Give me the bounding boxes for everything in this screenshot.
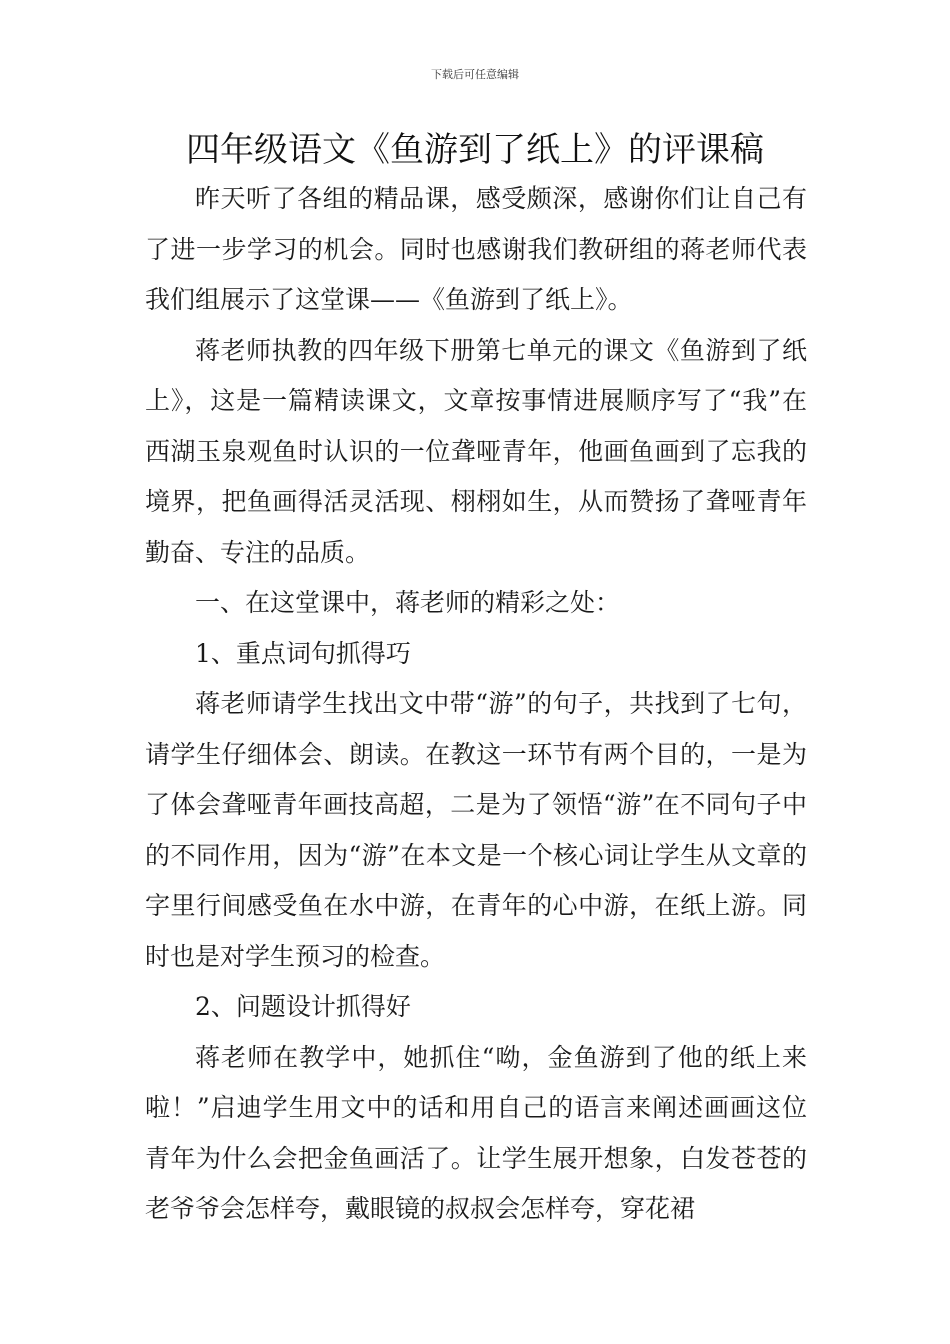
document-body — [145, 174, 807, 1235]
subsection-heading: 2、问题设计抓得好 — [195, 992, 411, 1021]
document-title: 四年级语文《鱼游到了纸上》的评课稿 — [186, 130, 764, 170]
header-note: 下载后可任意编辑 — [431, 68, 519, 81]
paragraph: 蒋老师在教学中，她抓住“呦，金鱼游到了他的纸上来啦！”启迪学生用文中的话和用自己的语言来阐述画画这位青年为什么会把金鱼画活了。让学生展开想象，白发苍苍的老爷爷会怎样夸，戴眼镜的叔叔会怎样夸，穿花裙 — [145, 1042, 807, 1223]
subsection-heading: 1、重点词句抓得巧 — [195, 638, 411, 668]
paragraph: 昨天听了各组的精品课，感受颇深，感谢你们让自己有了进一步学习的机会。同时也感谢我们教研组的蒋老师代表我们组展示了这堂课——《鱼游到了纸上》。 — [145, 184, 807, 314]
paragraph: 蒋老师执教的四年级下册第七单元的课文《鱼游到了纸上》，这是一篇精读课文，文章按事情进展顺序写了“我”在西湖玉泉观鱼时认识的一位聋哑青年，他画鱼画到了忘我的境界，把鱼画得活灵活现、栩栩如生，从而赞扬了聋哑青年勤奋、专注的品质。 — [145, 335, 807, 567]
section-heading: 一、在这堂课中，蒋老师的精彩之处： — [195, 588, 621, 617]
paragraph: 蒋老师请学生找出文中带“游”的句子，共找到了七句，请学生仔细体会、朗读。在教这一环节有两个目的，一是为了体会聋哑青年画技高超，二是为了领悟“游”在不同句子中的不同作用，因为“游”在本文是一个核心词让学生从文章的字里行间感受鱼在水中游，在青年的心中游，在纸上游。同时也是对学生预习的检查。 — [145, 689, 807, 971]
